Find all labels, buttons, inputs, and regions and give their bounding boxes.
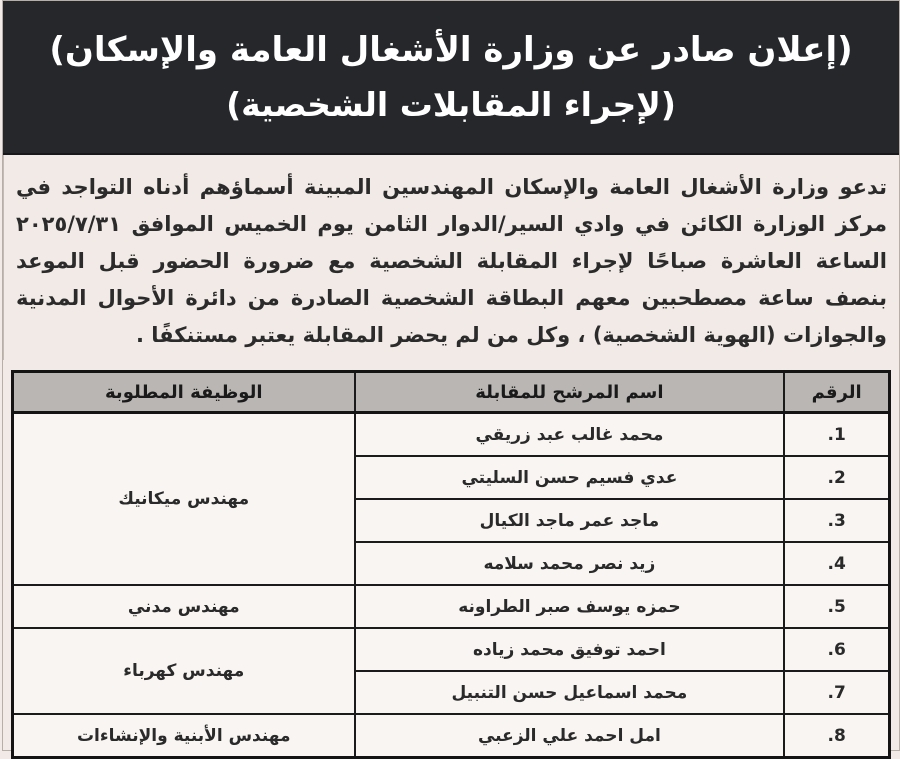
candidate-name: محمد غالب عبد زريقي (355, 413, 785, 457)
candidates-table-body (13, 413, 890, 758)
banner-title-line1: (إعلان صادر عن وزارة الأشغال العامة والإسكان) (49, 29, 853, 70)
candidates-table-header (13, 372, 890, 413)
row-number: .3 (784, 499, 889, 542)
header-row (13, 372, 890, 413)
required-job: مهندس الأبنية والإنشاءات (13, 714, 355, 758)
candidate-name: حمزه يوسف صبر الطراونه (355, 585, 785, 628)
required-job: مهندس ميكانيك (13, 413, 355, 586)
row-number: .5 (784, 585, 889, 628)
required-job: مهندس مدني (13, 585, 355, 628)
table-row (13, 714, 890, 758)
announcement-banner (3, 1, 899, 155)
row-number: .1 (784, 413, 889, 457)
required-job: مهندس كهرباء (13, 628, 355, 714)
candidate-name: امل احمد علي الزعبي (355, 714, 785, 758)
candidate-name: زيد نصر محمد سلامه (355, 542, 785, 585)
header-required-job: الوظيفة المطلوبة (13, 372, 355, 413)
table-row (13, 628, 890, 671)
banner-title-line2: (لإجراء المقابلات الشخصية) (226, 84, 676, 124)
candidate-name: عدي فسيم حسن السليتي (355, 456, 785, 499)
candidates-table (11, 370, 891, 759)
row-number: .4 (784, 542, 889, 585)
row-number: .8 (784, 714, 889, 758)
table-row (13, 413, 890, 457)
candidate-name: احمد توفيق محمد زياده (355, 628, 785, 671)
row-number: .6 (784, 628, 889, 671)
table-row (13, 585, 890, 628)
header-number: الرقم (784, 372, 889, 413)
row-number: .7 (784, 671, 889, 714)
announcement-document (2, 0, 900, 751)
announcement-paragraph: تدعو وزارة الأشغال العامة والإسكان المهندسين المبينة أسماؤهم أدناه التواجد في مركز الوزارة الكائن في وادي السير/الدوار الثامن يوم الخميس الموافق ٢٠٢٥/٧/٣١ الساعة العاشرة صباحًا لإجراء المقابلة الشخصية مع ضرورة الحضور قبل الموعد بنصف ساعة مصطحبين معهم البطاقة الشخصية الصادرة من دائرة الأحوال المدنية والجوازات (الهوية الشخصية) ، وكل من لم يحضر المقابلة يعتبر مستنكفًا . (3, 155, 899, 360)
row-number: .2 (784, 456, 889, 499)
header-candidate-name: اسم المرشح للمقابلة (355, 372, 785, 413)
candidate-name: محمد اسماعيل حسن التنبيل (355, 671, 785, 714)
candidate-name: ماجد عمر ماجد الكيال (355, 499, 785, 542)
